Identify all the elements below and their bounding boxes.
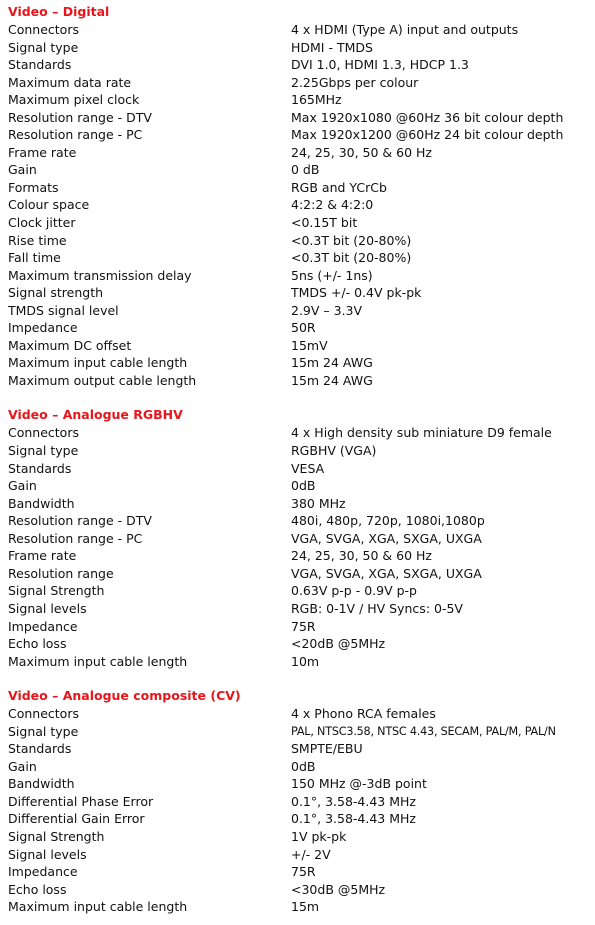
spec-value: VESA bbox=[291, 460, 325, 476]
spec-row bbox=[0, 565, 595, 583]
spec-value: 10m bbox=[291, 653, 320, 669]
spec-value: 0.1°, 3.58-4.43 MHz bbox=[291, 811, 416, 827]
spec-label: Maximum data rate bbox=[8, 74, 132, 90]
spec-row bbox=[0, 302, 595, 320]
spec-row bbox=[0, 284, 595, 302]
spec-label: Signal type bbox=[8, 39, 79, 55]
spec-row bbox=[0, 91, 595, 109]
spec-value: 0 dB bbox=[291, 162, 320, 178]
spec-label: Echo loss bbox=[8, 881, 67, 897]
spec-row bbox=[0, 582, 595, 600]
spec-value: 15m 24 AWG bbox=[291, 355, 373, 371]
spec-value: Max 1920x1080 @60Hz 36 bit colour depth bbox=[291, 109, 564, 125]
spec-value: HDMI - TMDS bbox=[291, 39, 373, 55]
spec-value: 0dB bbox=[291, 478, 316, 494]
spec-value: 0dB bbox=[291, 758, 316, 774]
spec-row bbox=[0, 74, 595, 92]
spec-label: Connectors bbox=[8, 22, 79, 37]
spec-label: Gain bbox=[8, 478, 37, 494]
spec-row bbox=[0, 740, 595, 758]
spec-label: Bandwidth bbox=[8, 776, 75, 792]
spec-value: 75R bbox=[291, 864, 316, 880]
spec-row bbox=[0, 319, 595, 337]
spec-value: DVI 1.0, HDMI 1.3, HDCP 1.3 bbox=[291, 57, 469, 73]
spec-row bbox=[0, 39, 595, 57]
spec-label: Resolution range - PC bbox=[8, 530, 143, 546]
spec-row bbox=[0, 618, 595, 636]
spec-label: TMDS signal level bbox=[8, 302, 119, 318]
spec-row bbox=[0, 828, 595, 846]
spec-section-video-analogue-rgbhv bbox=[0, 406, 595, 670]
spec-label: Bandwidth bbox=[8, 495, 75, 511]
spec-label: Impedance bbox=[8, 320, 78, 336]
spec-label: Resolution range - PC bbox=[8, 127, 143, 143]
spec-section-video-analogue-composite-cv bbox=[0, 687, 595, 916]
spec-value: 2.9V – 3.3V bbox=[291, 302, 363, 318]
spec-value: 15mV bbox=[291, 337, 328, 353]
spec-value: RGB: 0-1V / HV Syncs: 0-5V bbox=[291, 600, 463, 616]
spec-row bbox=[0, 337, 595, 355]
spec-value: VGA, SVGA, XGA, SXGA, UXGA bbox=[291, 565, 482, 581]
spec-value: 0.1°, 3.58-4.43 MHz bbox=[291, 793, 416, 809]
spec-row bbox=[0, 249, 595, 267]
spec-row bbox=[0, 267, 595, 285]
spec-value: 15m bbox=[291, 899, 320, 915]
spec-value: VGA, SVGA, XGA, SXGA, UXGA bbox=[291, 530, 482, 546]
spec-row bbox=[0, 810, 595, 828]
spec-value: 150 MHz @-3dB point bbox=[291, 776, 427, 792]
spec-value: RGB and YCrCb bbox=[291, 179, 387, 195]
spec-label: Resolution range bbox=[8, 565, 114, 581]
section-heading: Video – Digital bbox=[8, 4, 110, 19]
spec-label: Standards bbox=[8, 460, 72, 476]
spec-row bbox=[0, 21, 595, 39]
spec-label: Maximum pixel clock bbox=[8, 92, 140, 108]
spec-row bbox=[0, 109, 595, 127]
spec-value: 4:2:2 & 4:2:0 bbox=[291, 197, 374, 213]
spec-row bbox=[0, 547, 595, 565]
spec-label: Resolution range - DTV bbox=[8, 109, 152, 125]
spec-label: Impedance bbox=[8, 618, 78, 634]
spec-label: Maximum input cable length bbox=[8, 899, 188, 915]
spec-label: Maximum DC offset bbox=[8, 337, 132, 353]
spec-label: Differential Gain Error bbox=[8, 811, 145, 827]
spec-row bbox=[0, 424, 595, 442]
spec-label: Resolution range - DTV bbox=[8, 513, 152, 529]
spec-label: Differential Phase Error bbox=[8, 793, 154, 809]
spec-label: Colour space bbox=[8, 197, 90, 213]
spec-label: Gain bbox=[8, 758, 37, 774]
spec-row bbox=[0, 179, 595, 197]
spec-label: Impedance bbox=[8, 864, 78, 880]
spec-value: 480i, 480p, 720p, 1080i,1080p bbox=[291, 513, 485, 529]
spec-row bbox=[0, 863, 595, 881]
spec-value: 380 MHz bbox=[291, 495, 346, 511]
spec-value: +/- 2V bbox=[291, 846, 331, 862]
spec-value: 0.63V p-p - 0.9V p-p bbox=[291, 583, 417, 599]
spec-value: 4 x Phono RCA females bbox=[291, 706, 436, 722]
spec-label: Fall time bbox=[8, 250, 61, 266]
spec-row bbox=[0, 705, 595, 723]
spec-label: Gain bbox=[8, 162, 37, 178]
spec-row bbox=[0, 600, 595, 618]
spec-label: Rise time bbox=[8, 232, 67, 248]
spec-section-video-digital bbox=[0, 3, 595, 389]
spec-label: Standards bbox=[8, 741, 72, 757]
section-heading: Video – Analogue composite (CV) bbox=[8, 688, 241, 704]
spec-label: Signal Strength bbox=[8, 583, 105, 599]
spec-value: <0.15T bit bbox=[291, 215, 358, 231]
spec-label: Maximum output cable length bbox=[8, 372, 197, 388]
spec-value: 4 x High density sub miniature D9 female bbox=[291, 425, 552, 441]
spec-label: Connectors bbox=[8, 425, 79, 441]
spec-row bbox=[0, 775, 595, 793]
spec-label: Maximum input cable length bbox=[8, 653, 188, 669]
spec-label: Connectors bbox=[8, 706, 79, 722]
spec-row bbox=[0, 196, 595, 214]
spec-value: <0.3T bit (20-80%) bbox=[291, 232, 412, 248]
spec-value: 24, 25, 30, 50 & 60 Hz bbox=[291, 548, 432, 564]
spec-value: 165MHz bbox=[291, 92, 342, 108]
spec-value: TMDS +/- 0.4V pk-pk bbox=[291, 285, 422, 301]
spec-label: Signal Strength bbox=[8, 828, 105, 844]
spec-label: Clock jitter bbox=[8, 215, 76, 231]
spec-label: Signal type bbox=[8, 443, 79, 459]
spec-row bbox=[0, 214, 595, 232]
spec-value: 1V pk-pk bbox=[291, 828, 347, 844]
spec-row bbox=[0, 460, 595, 478]
spec-value: 50R bbox=[291, 320, 316, 336]
spec-value: 24, 25, 30, 50 & 60 Hz bbox=[291, 144, 432, 160]
spec-value: PAL, NTSC3.58, NTSC 4.43, SECAM, PAL/M, PAL/N bbox=[291, 724, 556, 738]
section-heading: Video – Analogue RGBHV bbox=[8, 407, 183, 423]
spec-row bbox=[0, 723, 595, 741]
spec-label: Echo loss bbox=[8, 636, 67, 652]
spec-value: 75R bbox=[291, 618, 316, 634]
spec-row bbox=[0, 495, 595, 513]
spec-row bbox=[0, 354, 595, 372]
spec-label: Frame rate bbox=[8, 548, 77, 564]
spec-value: <0.3T bit (20-80%) bbox=[291, 250, 412, 266]
spec-label: Maximum transmission delay bbox=[8, 267, 192, 283]
spec-value: 4 x HDMI (Type A) input and outputs bbox=[291, 22, 519, 37]
spec-row bbox=[0, 846, 595, 864]
spec-value: SMPTE/EBU bbox=[291, 741, 363, 757]
spec-row bbox=[0, 512, 595, 530]
spec-row bbox=[0, 126, 595, 144]
spec-row bbox=[0, 793, 595, 811]
spec-value: Max 1920x1200 @60Hz 24 bit colour depth bbox=[291, 127, 564, 143]
spec-row bbox=[0, 144, 595, 162]
spec-label: Frame rate bbox=[8, 144, 77, 160]
spec-label: Signal levels bbox=[8, 846, 87, 862]
spec-row bbox=[0, 653, 595, 671]
spec-label: Signal type bbox=[8, 723, 79, 739]
spec-row bbox=[0, 530, 595, 548]
spec-value: 5ns (+/- 1ns) bbox=[291, 267, 373, 283]
spec-row bbox=[0, 232, 595, 250]
spec-value: 15m 24 AWG bbox=[291, 372, 373, 388]
spec-label: Standards bbox=[8, 57, 72, 73]
spec-row bbox=[0, 898, 595, 916]
spec-value: <30dB @5MHz bbox=[291, 881, 386, 897]
spec-row bbox=[0, 161, 595, 179]
spec-row bbox=[0, 372, 595, 390]
spec-value: 2.25Gbps per colour bbox=[291, 74, 419, 90]
spec-label: Signal levels bbox=[8, 600, 87, 616]
spec-value: <20dB @5MHz bbox=[291, 636, 386, 652]
spec-row bbox=[0, 477, 595, 495]
spec-value: RGBHV (VGA) bbox=[291, 443, 377, 459]
spec-row bbox=[0, 56, 595, 74]
spec-row bbox=[0, 758, 595, 776]
spec-label: Signal strength bbox=[8, 285, 104, 301]
spec-label: Maximum input cable length bbox=[8, 355, 188, 371]
spec-row bbox=[0, 635, 595, 653]
spec-row bbox=[0, 442, 595, 460]
spec-sections bbox=[0, 3, 595, 916]
spec-row bbox=[0, 881, 595, 899]
spec-label: Formats bbox=[8, 179, 59, 195]
